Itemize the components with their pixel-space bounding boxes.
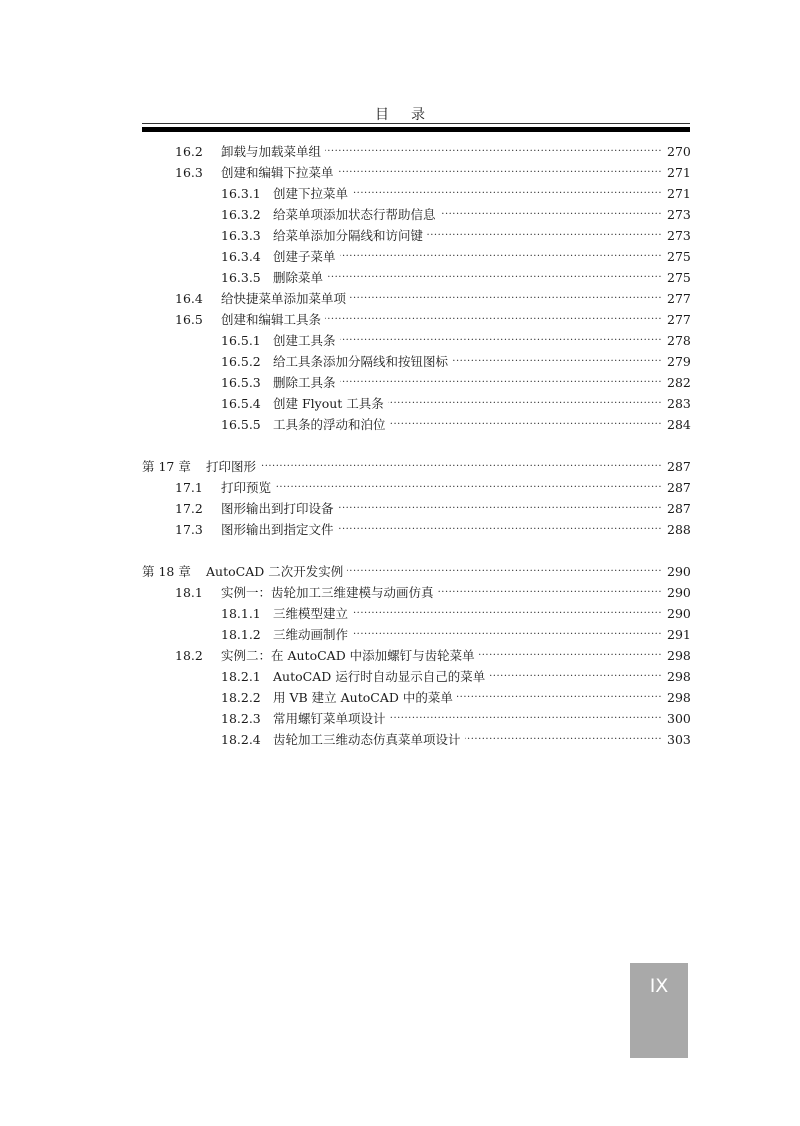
toc-section-entry[interactable]: [0, 478, 800, 498]
toc-page-number: 273: [667, 226, 691, 246]
toc-title: 删除工具条: [273, 373, 340, 393]
toc-page-number: 298: [667, 667, 691, 687]
toc-page-number: 282: [667, 373, 691, 393]
toc-page-number: 287: [667, 499, 691, 519]
toc-subsection-entry[interactable]: [0, 226, 800, 246]
toc-subsection-entry[interactable]: [0, 184, 800, 204]
page-header-title: 目录: [375, 107, 447, 123]
page-number: IX: [649, 975, 669, 997]
toc-page-number: 279: [667, 352, 691, 372]
toc-number: 第 18 章: [142, 564, 191, 579]
toc-page-number: 277: [667, 310, 691, 330]
toc-page-number: 275: [667, 268, 691, 288]
toc-title: 实例一：齿轮加工三维建模与动画仿真: [221, 583, 438, 603]
toc-page-number: 278: [667, 331, 691, 351]
toc-chapter-entry[interactable]: [0, 457, 800, 477]
toc-subsection-entry[interactable]: [0, 331, 800, 351]
toc-title: 实例二：在 AutoCAD 中添加螺钉与齿轮菜单: [221, 646, 479, 666]
toc-number: 16.5.3: [221, 375, 261, 390]
toc-number: 16.5.2: [221, 354, 261, 369]
toc-number: 18.1.2: [221, 627, 261, 642]
toc-subsection-entry[interactable]: [0, 415, 800, 435]
toc-number: 16.3.3: [221, 228, 261, 243]
toc-subsection-entry[interactable]: [0, 373, 800, 393]
toc-number: 17.1: [175, 480, 203, 495]
toc-number: 18.1.1: [221, 606, 261, 621]
toc-number: 16.3.1: [221, 186, 261, 201]
toc-number: 18.1: [175, 585, 203, 600]
toc-subsection-entry[interactable]: [0, 667, 800, 687]
toc-title: 给菜单项添加状态行帮助信息: [273, 205, 440, 225]
dot-leader: [221, 478, 662, 498]
toc-title: 给菜单添加分隔线和访问键: [273, 226, 427, 246]
toc-subsection-entry[interactable]: [0, 709, 800, 729]
toc-title: 工具条的浮动和泊位: [273, 415, 390, 435]
toc-title: 创建和编辑下拉菜单: [221, 163, 338, 183]
toc-number: 16.3.4: [221, 249, 261, 264]
toc-page-number: 290: [667, 604, 691, 624]
toc-section-entry[interactable]: [0, 520, 800, 540]
toc-number: 18.2.1: [221, 669, 261, 684]
toc-page-number: 275: [667, 247, 691, 267]
toc-number: 16.2: [175, 144, 203, 159]
toc-page-number: 273: [667, 205, 691, 225]
toc-title: 用 VB 建立 AutoCAD 中的菜单: [273, 688, 457, 708]
toc-title: 卸载与加载菜单组: [221, 142, 325, 162]
toc-number: 17.3: [175, 522, 203, 537]
toc-page-number: 283: [667, 394, 691, 414]
toc-title: 创建下拉菜单: [273, 184, 352, 204]
toc-chapter-entry[interactable]: [0, 562, 800, 582]
toc-number: 16.5.5: [221, 417, 261, 432]
toc-section-entry[interactable]: [0, 583, 800, 603]
toc-title: 齿轮加工三维动态仿真菜单项设计: [273, 730, 465, 750]
toc-page-number: 271: [667, 184, 691, 204]
toc-title: 常用螺钉菜单项设计: [273, 709, 390, 729]
toc-title: 图形输出到指定文件: [221, 520, 338, 540]
toc-page-number: 271: [667, 163, 691, 183]
toc-number: 16.4: [175, 291, 203, 306]
toc-title: 删除菜单: [273, 268, 327, 288]
toc-section-entry[interactable]: [0, 289, 800, 309]
toc-subsection-entry[interactable]: [0, 730, 800, 750]
toc-page-number: 303: [667, 730, 691, 750]
toc-subsection-entry[interactable]: [0, 268, 800, 288]
header-rule-thick: [142, 127, 690, 132]
toc-subsection-entry[interactable]: [0, 394, 800, 414]
toc-title: 打印预览: [221, 478, 275, 498]
toc-title: AutoCAD 二次开发实例: [206, 562, 347, 582]
toc-page-number: 288: [667, 520, 691, 540]
toc-page-number: 287: [667, 478, 691, 498]
toc-subsection-entry[interactable]: [0, 688, 800, 708]
toc-section-entry[interactable]: [0, 310, 800, 330]
toc-page-number: 298: [667, 646, 691, 666]
page-number-tab: [630, 963, 688, 1058]
toc-page-number: 290: [667, 583, 691, 603]
toc-number: 17.2: [175, 501, 203, 516]
toc-number: 16.5.4: [221, 396, 261, 411]
toc-number: 16.3.5: [221, 270, 261, 285]
toc-subsection-entry[interactable]: [0, 247, 800, 267]
toc-number: 18.2.3: [221, 711, 261, 726]
toc-title: AutoCAD 运行时自动显示自己的菜单: [273, 667, 489, 687]
toc-subsection-entry[interactable]: [0, 352, 800, 372]
toc-title: 三维模型建立: [273, 604, 352, 624]
toc-number: 16.5: [175, 312, 203, 327]
dot-leader: [273, 268, 662, 288]
toc-number: 16.3.2: [221, 207, 261, 222]
toc-page-number: 300: [667, 709, 691, 729]
toc-page-number: 290: [667, 562, 691, 582]
toc-title: 创建和编辑工具条: [221, 310, 325, 330]
toc-page-number: 287: [667, 457, 691, 477]
toc-page-number: 284: [667, 415, 691, 435]
toc-title: 三维动画制作: [273, 625, 352, 645]
toc-title: 打印图形: [206, 457, 260, 477]
toc-title: 创建工具条: [273, 331, 340, 351]
toc-subsection-entry[interactable]: [0, 205, 800, 225]
toc-number: 18.2: [175, 648, 203, 663]
toc-page-number: 277: [667, 289, 691, 309]
toc-title: 创建子菜单: [273, 247, 340, 267]
toc-page-number: 298: [667, 688, 691, 708]
toc-number: 16.5.1: [221, 333, 261, 348]
toc-title: 给快捷菜单添加菜单项: [221, 289, 350, 309]
toc-number: 18.2.2: [221, 690, 261, 705]
header-rule-thin: [142, 123, 690, 124]
toc-section-entry[interactable]: [0, 646, 800, 666]
toc-subsection-entry[interactable]: [0, 604, 800, 624]
toc-page-number: 291: [667, 625, 691, 645]
toc-section-entry[interactable]: [0, 142, 800, 162]
toc-title: 给工具条添加分隔线和按钮图标: [273, 352, 452, 372]
toc-number: 18.2.4: [221, 732, 261, 747]
toc-title: 图形输出到打印设备: [221, 499, 338, 519]
toc-page-number: 270: [667, 142, 691, 162]
toc-subsection-entry[interactable]: [0, 625, 800, 645]
toc-title: 创建 Flyout 工具条: [273, 394, 388, 414]
toc-number: 第 17 章: [142, 459, 191, 474]
toc-section-entry[interactable]: [0, 499, 800, 519]
toc-number: 16.3: [175, 165, 203, 180]
dot-leader: [206, 457, 662, 477]
toc-section-entry[interactable]: [0, 163, 800, 183]
